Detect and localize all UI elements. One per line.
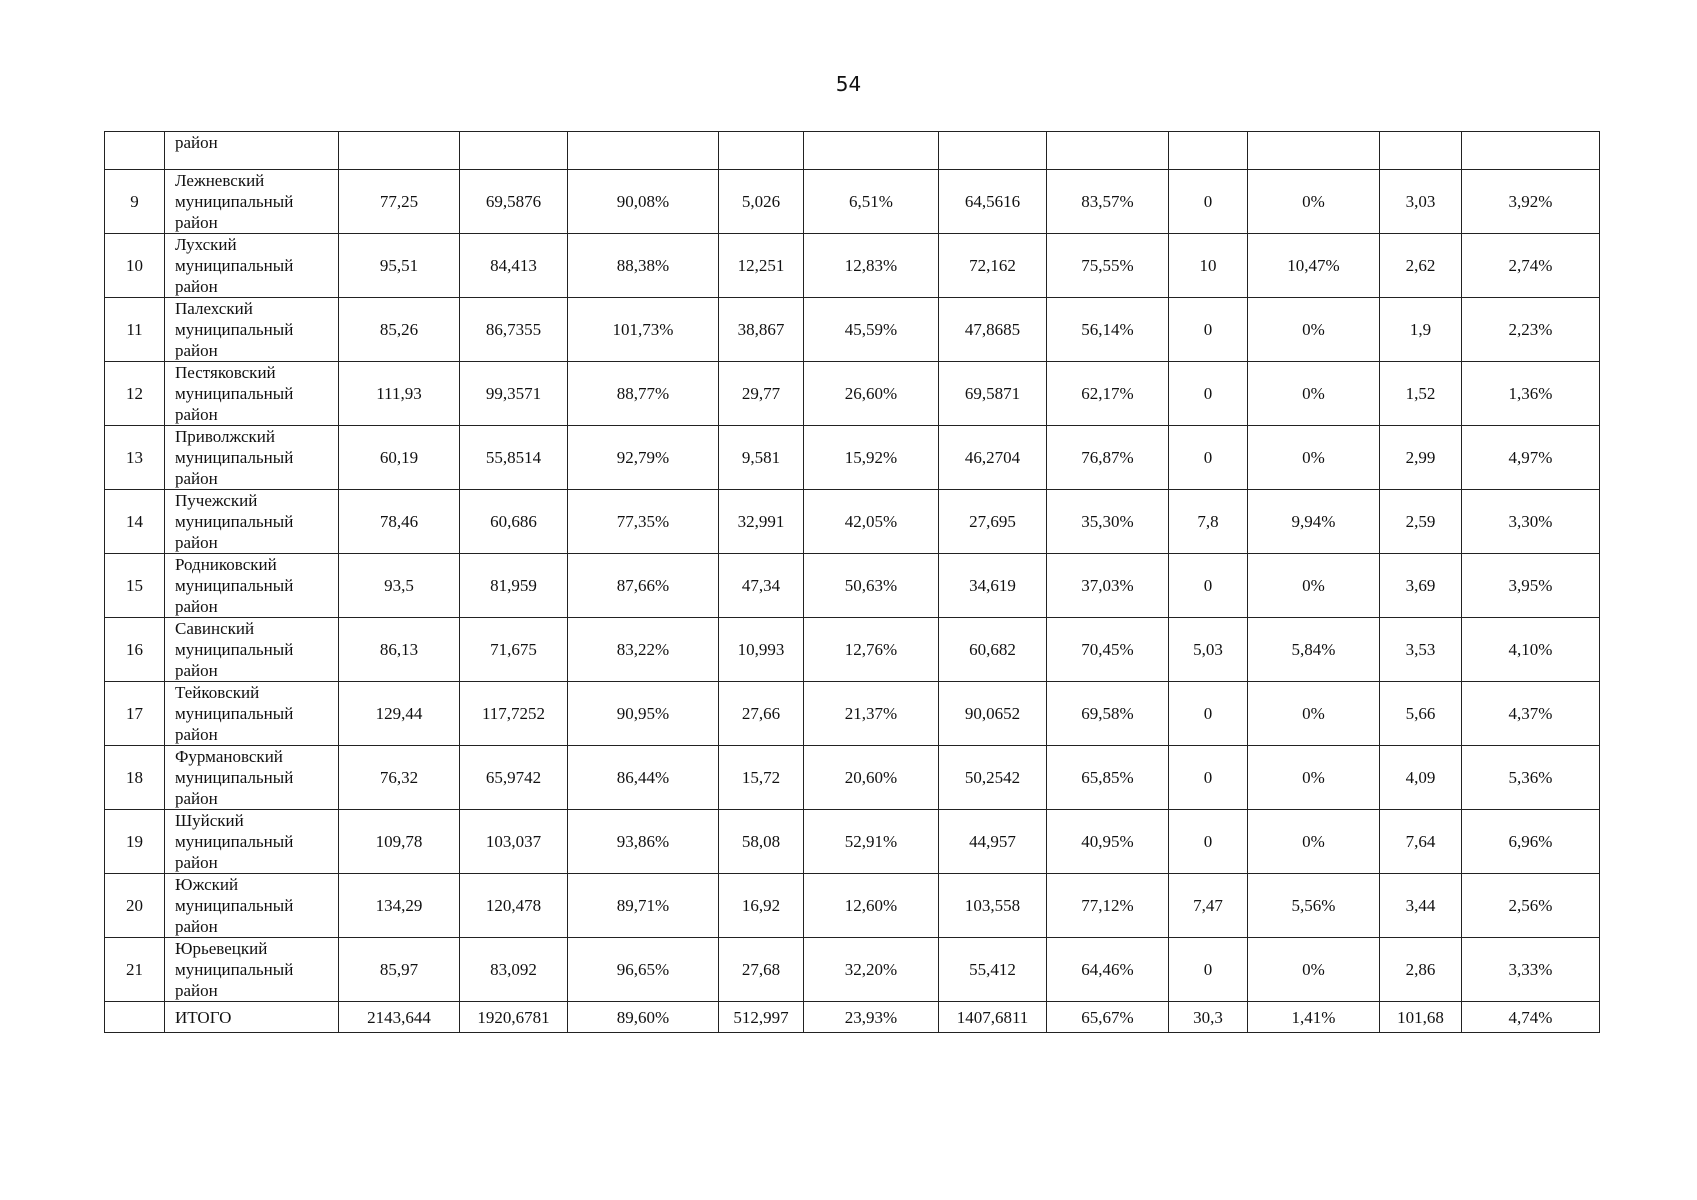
table-row [105,298,1600,362]
value-cell: 38,867 [719,298,804,362]
value-cell: 46,2704 [939,426,1047,490]
value-cell [1248,132,1380,170]
value-cell: 4,10% [1462,618,1600,682]
total-value-cell: 1,41% [1248,1002,1380,1033]
value-cell: 5,36% [1462,746,1600,810]
value-cell: 87,66% [568,554,719,618]
table-row-continuation [105,132,1600,170]
value-cell [1169,132,1248,170]
row-number-cell: 19 [105,810,165,874]
value-cell: 4,09 [1380,746,1462,810]
value-cell: 134,29 [339,874,460,938]
value-cell: 26,60% [804,362,939,426]
table-row [105,874,1600,938]
value-cell: 90,95% [568,682,719,746]
value-cell: 69,5876 [460,170,568,234]
value-cell: 2,99 [1380,426,1462,490]
value-cell: 27,66 [719,682,804,746]
district-name-line: район [175,341,218,360]
row-number-cell [105,1002,165,1033]
value-cell: 12,60% [804,874,939,938]
value-cell: 90,08% [568,170,719,234]
district-name-line: Лежневский [175,171,265,190]
total-value-cell: 4,74% [1462,1002,1600,1033]
value-cell: 120,478 [460,874,568,938]
district-name-line: район [175,597,218,616]
value-cell: 64,46% [1047,938,1169,1002]
total-value-cell: 2143,644 [339,1002,460,1033]
value-cell: 9,94% [1248,490,1380,554]
district-name-line: Пестяковский [175,363,276,382]
value-cell: 7,47 [1169,874,1248,938]
table-row [105,170,1600,234]
value-cell: 86,44% [568,746,719,810]
value-cell: 0% [1248,170,1380,234]
district-name-line: муниципальный [175,320,294,339]
row-number-cell: 11 [105,298,165,362]
value-cell: 47,34 [719,554,804,618]
row-number-cell: 9 [105,170,165,234]
row-number-cell: 20 [105,874,165,938]
table-row [105,938,1600,1002]
value-cell: 101,73% [568,298,719,362]
district-name-line: Шуйский [175,811,244,830]
total-value-cell: 1407,6811 [939,1002,1047,1033]
value-cell: 12,76% [804,618,939,682]
value-cell: 35,30% [1047,490,1169,554]
value-cell: 3,44 [1380,874,1462,938]
total-value-cell: 101,68 [1380,1002,1462,1033]
value-cell: 0 [1169,426,1248,490]
value-cell: 5,56% [1248,874,1380,938]
value-cell: 90,0652 [939,682,1047,746]
table-row [105,682,1600,746]
district-name-cell [165,618,339,682]
district-name-line: муниципальный [175,704,294,723]
table-row-total [105,1002,1600,1033]
district-name-cell [165,170,339,234]
district-name-cell [165,682,339,746]
value-cell: 88,77% [568,362,719,426]
value-cell: 1,9 [1380,298,1462,362]
value-cell: 2,23% [1462,298,1600,362]
district-name-cell [165,554,339,618]
value-cell: 50,2542 [939,746,1047,810]
table-row [105,554,1600,618]
value-cell: 60,686 [460,490,568,554]
district-name-line: муниципальный [175,832,294,851]
value-cell: 0% [1248,746,1380,810]
district-name-line: район [175,917,218,936]
value-cell: 77,35% [568,490,719,554]
value-cell: 10,47% [1248,234,1380,298]
district-name-cell [165,874,339,938]
table-row [105,234,1600,298]
value-cell: 86,13 [339,618,460,682]
value-cell: 84,413 [460,234,568,298]
value-cell: 16,92 [719,874,804,938]
value-cell: 58,08 [719,810,804,874]
value-cell: 27,695 [939,490,1047,554]
district-name-cell [165,362,339,426]
district-name-line: район [175,405,218,424]
district-name-line: район [175,853,218,872]
district-name-line: Фурмановский [175,747,283,766]
value-cell: 103,037 [460,810,568,874]
value-cell: 9,581 [719,426,804,490]
value-cell: 77,25 [339,170,460,234]
value-cell: 62,17% [1047,362,1169,426]
value-cell: 76,87% [1047,426,1169,490]
value-cell: 0% [1248,554,1380,618]
district-name-line: Палехский [175,299,253,318]
district-name-line: Приволжский [175,427,275,446]
district-name-line: Южский [175,875,239,894]
value-cell: 55,8514 [460,426,568,490]
value-cell: 65,9742 [460,746,568,810]
district-name-line: муниципальный [175,640,294,659]
value-cell: 60,682 [939,618,1047,682]
value-cell [1380,132,1462,170]
value-cell: 70,45% [1047,618,1169,682]
value-cell: 6,51% [804,170,939,234]
district-name-line: муниципальный [175,896,294,915]
value-cell: 89,71% [568,874,719,938]
total-value-cell: 23,93% [804,1002,939,1033]
value-cell: 4,37% [1462,682,1600,746]
value-cell [460,132,568,170]
value-cell: 3,69 [1380,554,1462,618]
value-cell: 55,412 [939,938,1047,1002]
row-number-cell: 16 [105,618,165,682]
row-number-cell: 14 [105,490,165,554]
value-cell: 45,59% [804,298,939,362]
value-cell: 88,38% [568,234,719,298]
row-number-cell: 10 [105,234,165,298]
value-cell: 0 [1169,298,1248,362]
value-cell: 4,97% [1462,426,1600,490]
value-cell: 32,991 [719,490,804,554]
value-cell: 75,55% [1047,234,1169,298]
value-cell: 10,993 [719,618,804,682]
value-cell: 69,5871 [939,362,1047,426]
value-cell: 0 [1169,746,1248,810]
value-cell: 7,8 [1169,490,1248,554]
value-cell: 111,93 [339,362,460,426]
district-name-line: район [175,661,218,680]
value-cell: 0% [1248,426,1380,490]
value-cell: 52,91% [804,810,939,874]
value-cell [939,132,1047,170]
value-cell: 86,7355 [460,298,568,362]
value-cell: 2,56% [1462,874,1600,938]
value-cell: 3,95% [1462,554,1600,618]
value-cell: 0 [1169,554,1248,618]
district-name-cell: район [165,132,339,170]
value-cell: 0 [1169,682,1248,746]
value-cell: 5,03 [1169,618,1248,682]
value-cell: 2,74% [1462,234,1600,298]
district-name-cell [165,234,339,298]
value-cell: 96,65% [568,938,719,1002]
value-cell: 85,26 [339,298,460,362]
value-cell: 117,7252 [460,682,568,746]
district-name-cell [165,810,339,874]
value-cell: 27,68 [719,938,804,1002]
district-name-cell [165,298,339,362]
value-cell: 3,30% [1462,490,1600,554]
total-label-cell: ИТОГО [165,1002,339,1033]
value-cell [1462,132,1600,170]
value-cell: 93,5 [339,554,460,618]
value-cell: 0% [1248,682,1380,746]
table-row [105,490,1600,554]
value-cell: 2,86 [1380,938,1462,1002]
table-row [105,362,1600,426]
district-name-line: Тейковский [175,683,260,702]
district-name-line: Лухский [175,235,237,254]
value-cell: 81,959 [460,554,568,618]
value-cell: 1,52 [1380,362,1462,426]
district-name-line: муниципальный [175,448,294,467]
row-number-cell [105,132,165,170]
value-cell: 60,19 [339,426,460,490]
value-cell: 15,72 [719,746,804,810]
value-cell: 129,44 [339,682,460,746]
value-cell: 99,3571 [460,362,568,426]
value-cell: 71,675 [460,618,568,682]
value-cell: 76,32 [339,746,460,810]
table-row [105,810,1600,874]
district-name-cell [165,490,339,554]
value-cell: 69,58% [1047,682,1169,746]
total-value-cell: 512,997 [719,1002,804,1033]
district-name-line: район [175,789,218,808]
district-name-line: район [175,213,218,232]
value-cell: 83,092 [460,938,568,1002]
value-cell: 42,05% [804,490,939,554]
page-number: 54 [835,72,862,96]
row-number-cell: 18 [105,746,165,810]
district-name-line: район [175,469,218,488]
value-cell: 93,86% [568,810,719,874]
district-name-line: муниципальный [175,192,294,211]
total-value-cell: 30,3 [1169,1002,1248,1033]
value-cell: 0 [1169,362,1248,426]
value-cell: 56,14% [1047,298,1169,362]
district-name-line: муниципальный [175,384,294,403]
district-name-line: район [175,725,218,744]
value-cell [568,132,719,170]
value-cell: 5,66 [1380,682,1462,746]
district-name-line: муниципальный [175,256,294,275]
district-name-line: муниципальный [175,512,294,531]
value-cell: 3,03 [1380,170,1462,234]
value-cell: 85,97 [339,938,460,1002]
district-name-cell [165,426,339,490]
value-cell: 5,84% [1248,618,1380,682]
total-value-cell: 1920,6781 [460,1002,568,1033]
table-body [105,132,1600,1033]
row-number-cell: 15 [105,554,165,618]
value-cell [719,132,804,170]
total-value-cell: 65,67% [1047,1002,1169,1033]
district-name-line: Родниковский [175,555,277,574]
value-cell: 7,64 [1380,810,1462,874]
value-cell: 0 [1169,810,1248,874]
row-number-cell: 13 [105,426,165,490]
value-cell: 12,251 [719,234,804,298]
value-cell: 37,03% [1047,554,1169,618]
value-cell: 0% [1248,810,1380,874]
district-name-line: район [175,533,218,552]
value-cell: 3,33% [1462,938,1600,1002]
table-row [105,426,1600,490]
value-cell: 83,57% [1047,170,1169,234]
table-row [105,746,1600,810]
value-cell [339,132,460,170]
value-cell: 29,77 [719,362,804,426]
value-cell: 72,162 [939,234,1047,298]
row-number-cell: 12 [105,362,165,426]
value-cell: 10 [1169,234,1248,298]
district-name-line: Савинский [175,619,255,638]
value-cell: 40,95% [1047,810,1169,874]
value-cell: 103,558 [939,874,1047,938]
row-number-cell: 17 [105,682,165,746]
value-cell: 12,83% [804,234,939,298]
district-name-line: район [175,277,218,296]
value-cell [1047,132,1169,170]
value-cell: 34,619 [939,554,1047,618]
district-name-line: муниципальный [175,576,294,595]
district-name-cell [165,746,339,810]
value-cell: 0 [1169,938,1248,1002]
district-name-line: район [175,981,218,1000]
value-cell: 92,79% [568,426,719,490]
value-cell: 64,5616 [939,170,1047,234]
value-cell: 65,85% [1047,746,1169,810]
district-name-cell [165,938,339,1002]
value-cell: 32,20% [804,938,939,1002]
value-cell: 50,63% [804,554,939,618]
value-cell: 47,8685 [939,298,1047,362]
value-cell: 0% [1248,362,1380,426]
value-cell: 0% [1248,298,1380,362]
value-cell: 3,92% [1462,170,1600,234]
value-cell [804,132,939,170]
district-name-line: Пучежский [175,491,258,510]
row-number-cell: 21 [105,938,165,1002]
total-value-cell: 89,60% [568,1002,719,1033]
value-cell: 44,957 [939,810,1047,874]
value-cell: 2,59 [1380,490,1462,554]
table-row [105,618,1600,682]
value-cell: 21,37% [804,682,939,746]
value-cell: 3,53 [1380,618,1462,682]
value-cell: 77,12% [1047,874,1169,938]
value-cell: 20,60% [804,746,939,810]
value-cell: 0% [1248,938,1380,1002]
value-cell: 15,92% [804,426,939,490]
value-cell: 109,78 [339,810,460,874]
value-cell: 1,36% [1462,362,1600,426]
value-cell: 95,51 [339,234,460,298]
district-name-line: муниципальный [175,960,294,979]
district-name-line: Юрьевецкий [175,939,268,958]
value-cell: 78,46 [339,490,460,554]
municipal-districts-table [104,131,1600,1033]
value-cell: 2,62 [1380,234,1462,298]
value-cell: 6,96% [1462,810,1600,874]
district-name-line: муниципальный [175,768,294,787]
value-cell: 83,22% [568,618,719,682]
value-cell: 0 [1169,170,1248,234]
value-cell: 5,026 [719,170,804,234]
